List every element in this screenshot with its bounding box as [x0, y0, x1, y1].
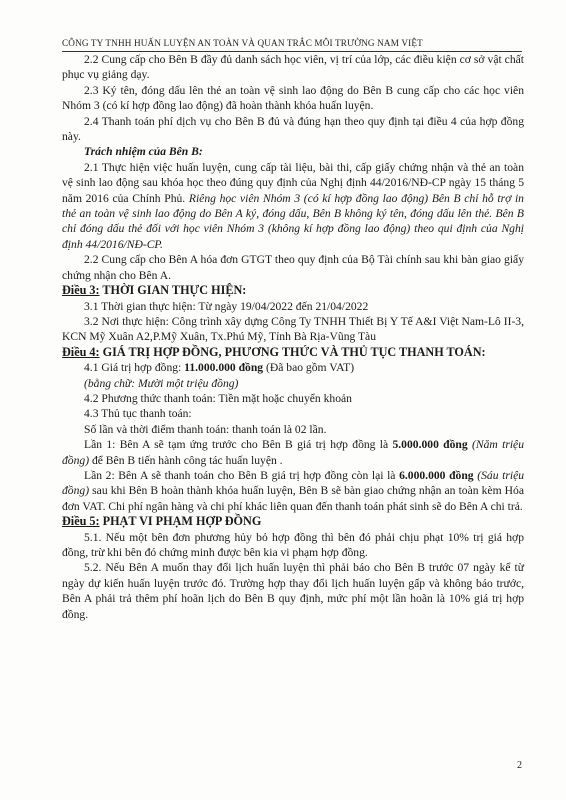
contract-value-amount: 11.000.000 đồng — [184, 361, 264, 375]
party-b-item-2-1-text: 2.1 Thực hiện việc huấn luyện, cung cấp tài liệu, bài thi, cấp giấy chứng nhận và thẻ an toàn vệ sinh lao động sau khóa học theo đúng quy định của Nghị định 44/2016/NĐ-CP ngày 15 tháng 5 năm 2016 của Chính Phủ. — [62, 160, 524, 205]
company-header: CÔNG TY TNHH HUẤN LUYỆN AN TOÀN VÀ QUAN TRẮC MÔI TRƯỜNG NAM VIỆT — [62, 38, 522, 52]
article-5-heading — [62, 514, 524, 529]
party-a-item-2-4: 2.4 Thanh toán phí dịch vụ cho Bên B đủ và đúng hạn theo quy định tại điều 4 của hợp đồng này. — [62, 114, 524, 144]
party-b-item-2-1 — [62, 160, 524, 252]
payment-second-words: (Sáu triệu đồng) — [62, 468, 525, 498]
article-3-place: 3.2 Nơi thực hiện: Công trình xây dựng Công Ty TNHH Thiết Bị Y Tế A&I Việt Nam-Lô II-3, KCN Mỹ Xuân A2,P.Mỹ Xuân, Tx.Phú Mỹ, Tỉnh Bà Rịa-Vũng Tàu — [62, 314, 524, 344]
contract-value-suffix: (Đã bao gồm VAT) — [266, 361, 355, 375]
party-a-item-2-3: 2.3 Ký tên, đóng dấu lên thẻ an toàn vệ sinh lao động do Bên B cung cấp cho các học viên Nhóm 3 (có kí hợp đồng lao động) đã hoàn thành khóa huấn luyện. — [62, 83, 524, 113]
contract-value-words: (bằng chữ: Mười một triệu đồng) — [84, 376, 239, 390]
party-b-title: Trách nhiệm của Bên B: — [84, 145, 203, 159]
contract-value — [62, 360, 524, 375]
payment-second-amount: 6.000.000 đồng — [399, 468, 474, 482]
payment-first-words: (Năm triệu đồng) — [62, 438, 525, 467]
article-4-heading — [62, 345, 524, 360]
penalty-item-5-2: 5.2. Nếu Bên A muốn thay đổi lịch huấn luyện thì phải báo cho Bên B trước 07 ngày kể từ ngày dự kiến huấn luyện trước đó. Trường hợp thay đổi lịch huấn luyện gấp và không báo trước, Bên A phải trả thêm phí hoãn lịch do Bên B quy định, mức phí một lần hoãn là 10% giá trị hợp đồng. — [62, 561, 524, 621]
page-number: 2 — [517, 760, 522, 771]
payment-first — [62, 437, 524, 468]
party-b-item-2-1-note: Riêng học viên Nhóm 3 (có kí hợp đồng lao động) Bên B chỉ hỗ trợ in thẻ an toàn vệ sinh lao động do Bên A ký, đóng dấu, Bên B không ký tên, đóng dấu lên thẻ. Bên B chỉ đóng dấu thẻ đối với học viên Nhóm 3 (không kí hợp đồng lao động) theo qui định của Nghị định 44/2016/NĐ-CP. — [62, 191, 524, 251]
article-3-label: Điều 3: — [62, 283, 100, 298]
article-3-title: THỜI GIAN THỰC HIỆN: — [102, 283, 247, 298]
article-3-heading — [62, 283, 524, 298]
article-3-time: 3.1 Thời gian thực hiện: Từ ngày 19/04/2022 đến 21/04/2022 — [84, 299, 369, 313]
party-b-item-2-2: 2.2 Cung cấp cho Bên A hóa đơn GTGT theo quy định của Bộ Tài chính sau khi bàn giao giấy chứng nhận cho Bên A. — [62, 253, 524, 282]
party-a-item-2-2: 2.2 Cung cấp cho Bên B đầy đủ danh sách học viên, vị trí của lớp, các điều kiện cơ sở vật chất phục vụ giảng dạy. — [62, 53, 524, 82]
article-4-title: GIÁ TRỊ HỢP ĐỒNG, PHƯƠNG THỨC VÀ THỦ TỤC THANH TOÁN: — [102, 344, 486, 359]
payment-first-prefix: Lần 1: Bên A sẽ tạm ứng trước cho Bên B giá trị hợp đồng là — [84, 438, 389, 452]
document-body — [62, 52, 524, 622]
payment-first-suffix: để Bên B tiến hành công tác huấn luyện . — [91, 453, 283, 467]
payment-first-amount: 5.000.000 đồng — [392, 438, 468, 452]
payment-procedure: 4.3 Thủ tục thanh toán: — [84, 407, 192, 421]
payment-method: 4.2 Phương thức thanh toán: Tiền mặt hoặc chuyển khoản — [84, 391, 352, 405]
contract-value-prefix: 4.1 Giá trị hợp đồng: — [84, 361, 182, 375]
article-4-label: Điều 4: — [62, 344, 100, 359]
payment-second — [62, 468, 524, 514]
payment-second-prefix: Lần 2: Bên A sẽ thanh toán cho Bên B giá trị hợp đồng còn lại là — [84, 468, 396, 482]
payment-second-suffix: sau khi Bên B hoàn thành khóa huấn luyện, Bên B sẽ bàn giao chứng nhận an toàn kèm Hóa đơn VAT. Chi phí ngân hàng và chi phí khác liên quan đến thanh toán phát sinh sẽ do Bên A chi trả. — [62, 484, 525, 513]
penalty-item-5-1: 5.1. Nếu một bên đơn phương hủy bỏ hợp đồng thì bên đó phải chịu phạt 10% trị giá hợp đồng, trừ khi bên đó chứng minh được bên kia vi phạm hợp đồng. — [62, 530, 524, 559]
article-5-label: Điều 5: — [62, 514, 100, 529]
payment-count: Số lần và thời điểm thanh toán: thanh toán là 02 lần. — [84, 422, 327, 436]
article-5-title: PHẠT VI PHẠM HỢP ĐỒNG — [102, 514, 262, 529]
